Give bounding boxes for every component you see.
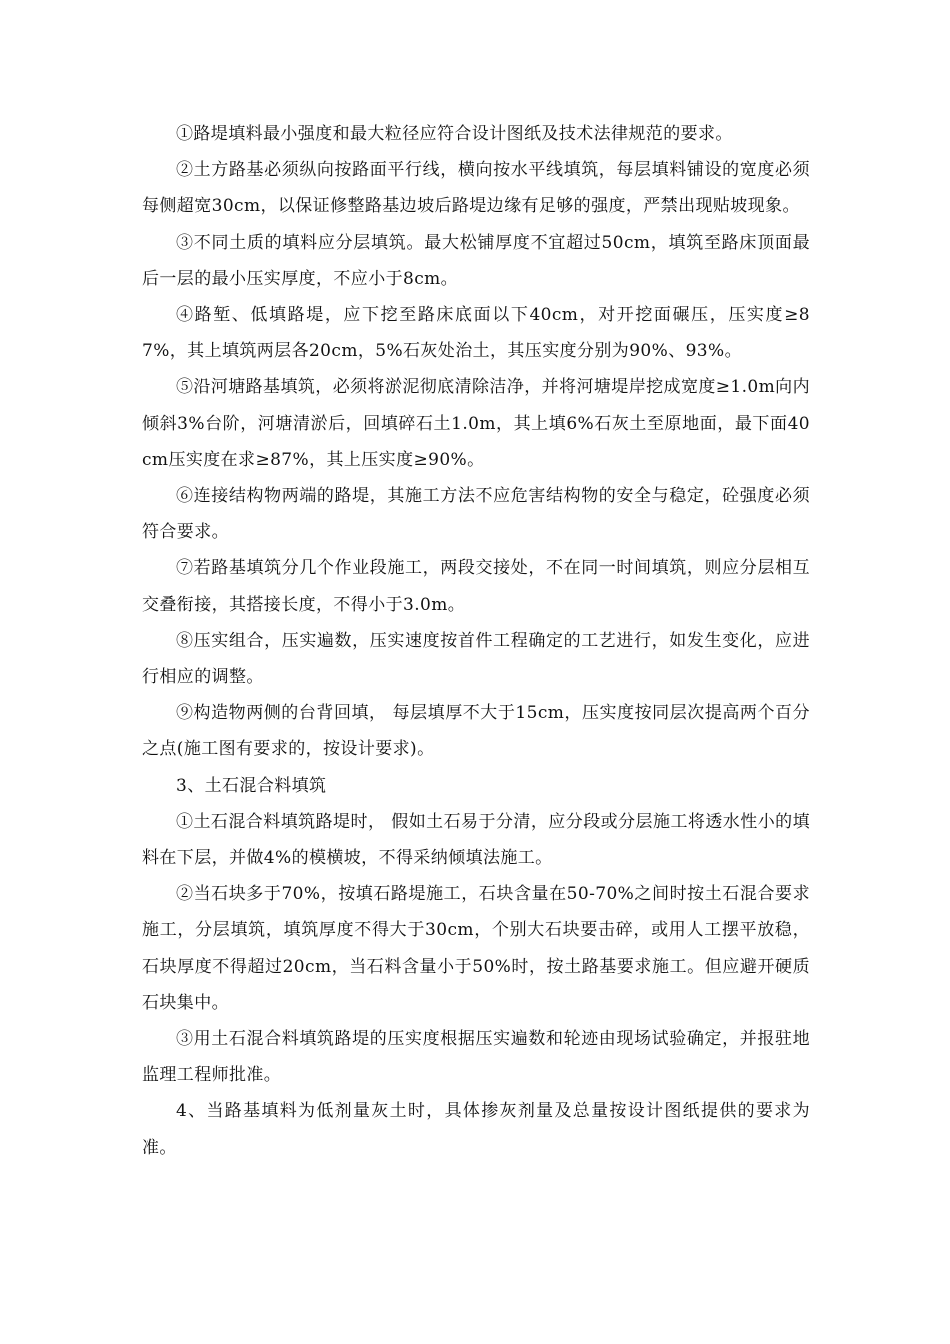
paragraph-6: ⑥连接结构物两端的路堤，其施工方法不应危害结构物的安全与稳定，砼强度必须符合要求。	[142, 486, 810, 543]
paragraph-9: ⑨构造物两侧的台背回填， 每层填厚不大于15cm，压实度按同层次提高两个百分之点(施工图有要求的，按设计要求)。	[142, 703, 810, 760]
section-item-4: 4、当路基填料为低剂量灰土时，具体掺灰剂量及总量按设计图纸提供的要求为准。	[142, 1101, 810, 1158]
paragraph-1: ①路堤填料最小强度和最大粒径应符合设计图纸及技术法律规范的要求。	[176, 124, 733, 144]
paragraph-5: ⑤沿河塘路基填筑，必须将淤泥彻底清除洁净，并将河塘堤岸挖成宽度≥1.0m向内倾斜3%台阶，河塘清淤后，回填碎石土1.0m，其上填6%石灰土至原地面，最下面40cm压实度在求≥87%，其上压实度≥90%。	[142, 377, 810, 470]
paragraph-8: ⑧压实组合，压实遍数，压实速度按首件工程确定的工艺进行，如发生变化，应进行相应的调整。	[142, 630, 810, 688]
paragraph-4: ④路堑、低填路堤，应下挖至路床底面以下40cm，对开挖面碾压，压实度≥87%，其上填筑两层各20cm，5%石灰处治土，其压实度分别为90%、93%。	[142, 305, 810, 362]
paragraph-3: ③不同土质的填料应分层填筑。最大松铺厚度不宜超过50cm，填筑至路床顶面最后一层的最小压实厚度，不应小于8cm。	[142, 232, 810, 289]
paragraph-12: ②当石块多于70%，按填石路堤施工，石块含量在50-70%之间时按土石混合要求施工，分层填筑，填筑厚度不得大于30cm，个别大石块要击碎，或用人工摆平放稳，石块厚度不得超过20cm，当石料含量小于50%时，按土路基要求施工。但应避开硬质石块集中。	[142, 884, 810, 1013]
document-body	[142, 116, 810, 1166]
paragraph-13: ③用土石混合料填筑路堤的压实度根据压实遍数和轮迹由现场试验确定，并报驻地监理工程师批准。	[142, 1029, 810, 1086]
paragraph-7: ⑦若路基填筑分几个作业段施工，两段交接处，不在同一时间填筑，则应分层相互交叠衔接，其搭接长度，不得小于3.0m。	[142, 558, 810, 615]
paragraph-11: ①土石混合料填筑路堤时， 假如土石易于分清，应分段或分层施工将透水性小的填料在下层，并做4%的模横坡，不得采纳倾填法施工。	[142, 811, 810, 869]
paragraph-2: ②土方路基必须纵向按路面平行线，横向按水平线填筑，每层填料铺设的宽度必须每侧超宽30cm，以保证修整路基边坡后路堤边缘有足够的强度，严禁出现贴坡现象。	[142, 160, 810, 217]
section-heading-3: 3、土石混合料填筑	[176, 775, 327, 796]
